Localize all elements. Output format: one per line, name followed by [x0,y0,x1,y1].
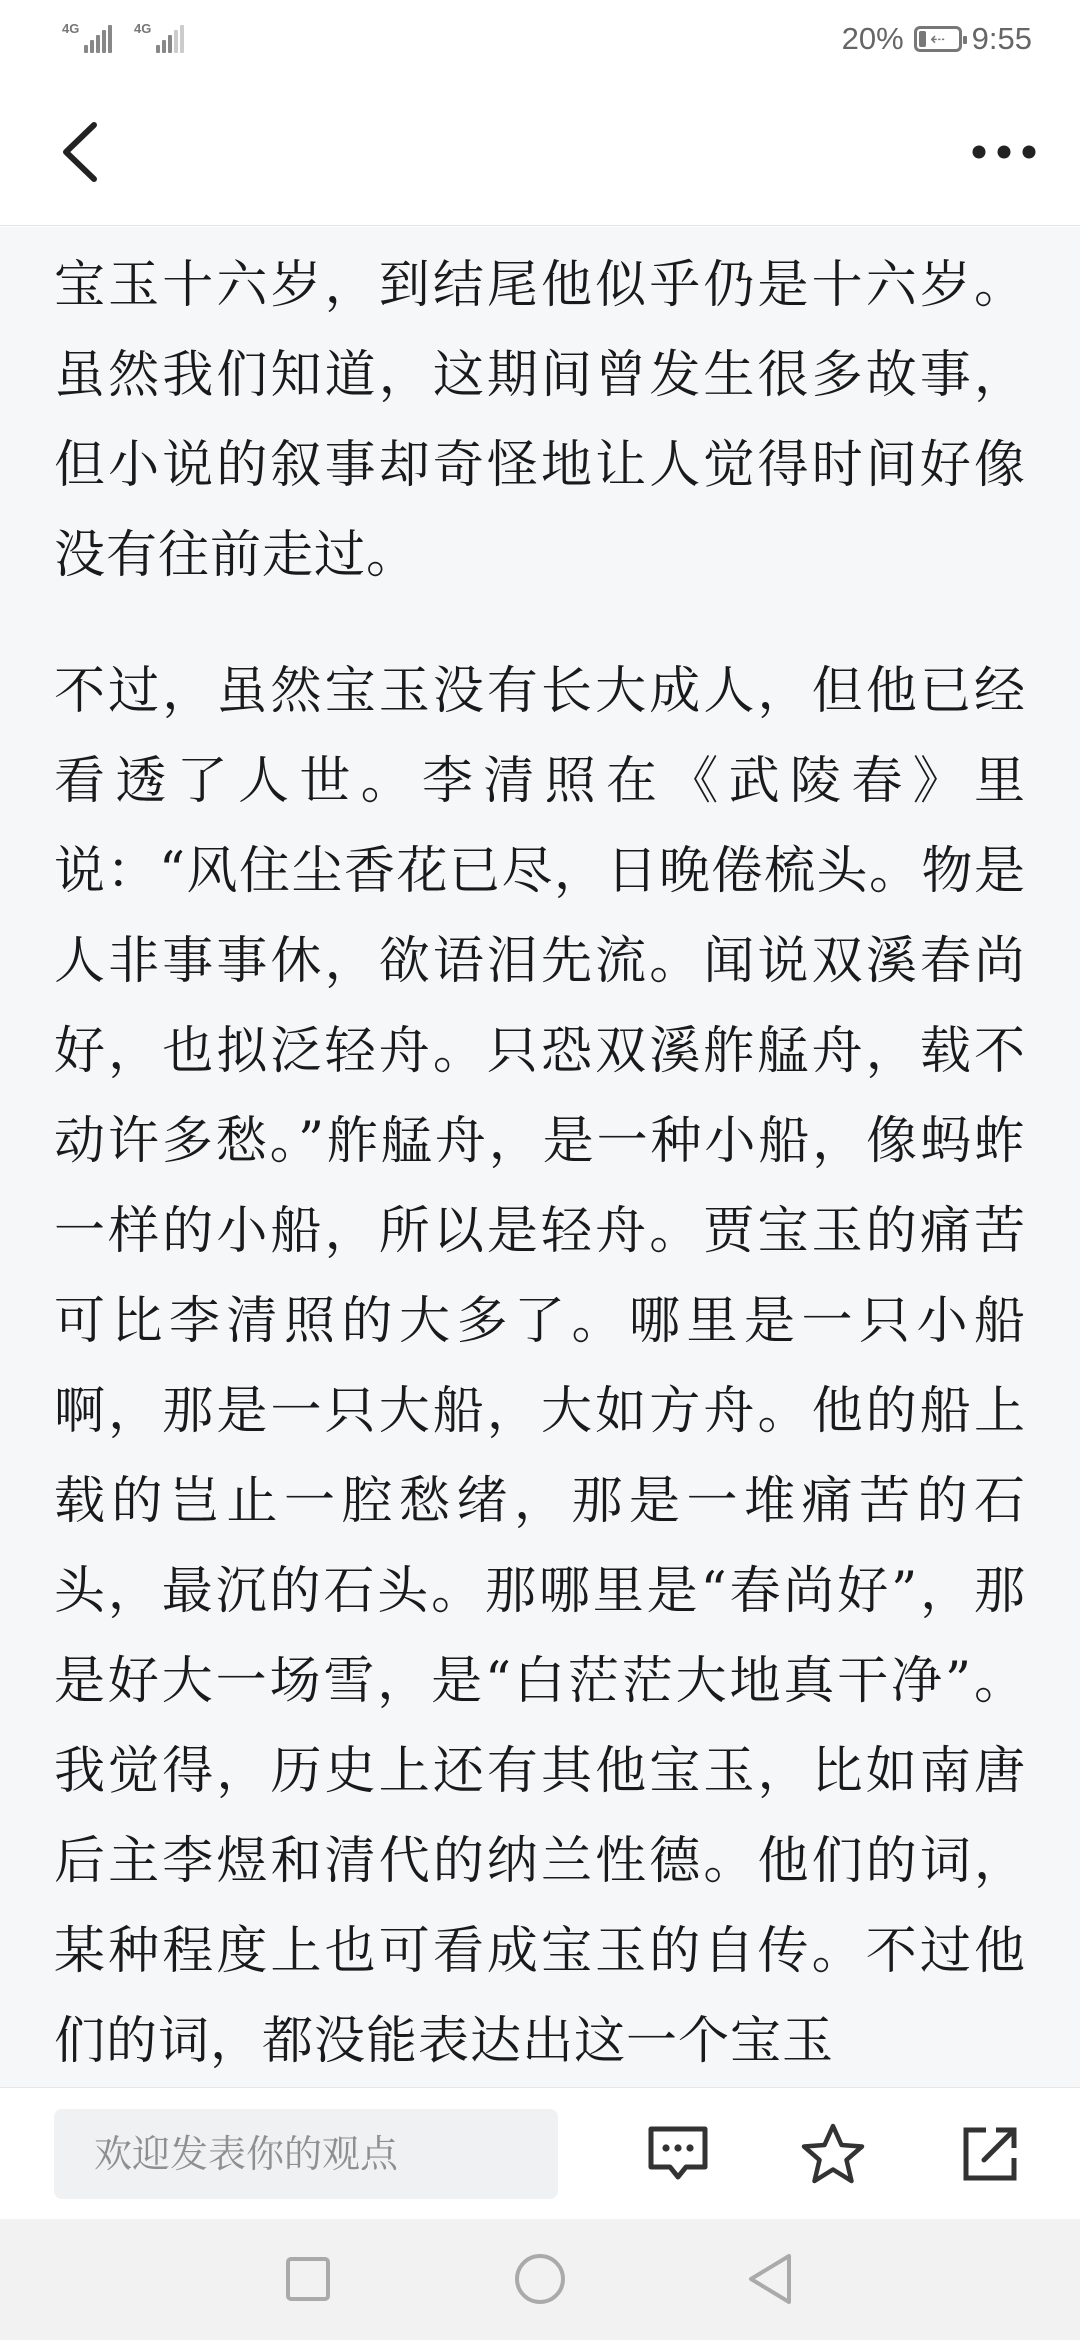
clock: 9:55 [971,21,1032,56]
system-back-button[interactable] [730,2239,810,2319]
signal-icon [62,21,112,53]
signal-icon [134,21,184,53]
back-button[interactable] [60,112,120,192]
comment-bar [0,2087,1080,2219]
article-paragraph: 不过，虽然宝玉没有长大成人，但他已经看透了人世。李清照在《武陵春》里说：“风住尘香花已尽，日晚倦梳头。物是人非事事休，欲语泪先流。闻说双溪春尚好，也拟泛轻舟。只恐双溪舴艋舟，载不动许多愁。”舴艋舟，是一种小船，像蚂蚱一样的小船，所以是轻舟。贾宝玉的痛苦可比李清照的大多了。哪里是一只小船啊，那是一只大船，大如方舟。他的船上载的岂止一腔愁绪，那是一堆痛苦的石头，最沉的石头。那哪里是“春尚好”，那是好大一场雪，是“白茫茫大地真干净”。我觉得，历史上还有其他宝玉，比如南唐后主李煜和清代的纳兰性德。他们的词，某种程度上也可看成宝玉的自传。不过他们的词，都没能表达出这一个宝玉 [54,662,1026,2071]
more-button[interactable] [964,122,1044,182]
comment-icon [646,2124,710,2184]
status-right [842,21,1032,57]
chevron-left-icon [60,121,100,183]
star-icon [800,2122,866,2186]
more-horizontal-icon [971,144,1037,160]
status-bar [0,0,1080,78]
comment-button[interactable] [638,2090,718,2218]
top-nav [0,78,1080,226]
square-recents-icon [284,2255,332,2303]
share-button[interactable] [950,2090,1030,2218]
favorite-button[interactable] [793,2090,873,2218]
signal-group [62,21,184,53]
recents-button[interactable] [268,2239,348,2319]
share-icon [960,2124,1020,2184]
triangle-back-icon [745,2252,795,2306]
article-paragraph: 宝玉十六岁，到结尾他似乎仍是十六岁。虽然我们知道，这期间曾发生很多故事，但小说的叙事却奇怪地让人觉得时间好像没有往前走过。 [54,256,1026,585]
home-button[interactable] [500,2239,580,2319]
signal-tag: 4G [134,21,152,36]
circle-home-icon [513,2252,567,2306]
battery-percent: 20% [841,21,904,56]
battery-charging-icon: ⇠ [914,26,962,52]
article-body [0,227,1080,2087]
system-nav-bar [0,2219,1080,2340]
signal-tag: 4G [62,21,80,36]
comment-input[interactable] [54,2109,558,2199]
